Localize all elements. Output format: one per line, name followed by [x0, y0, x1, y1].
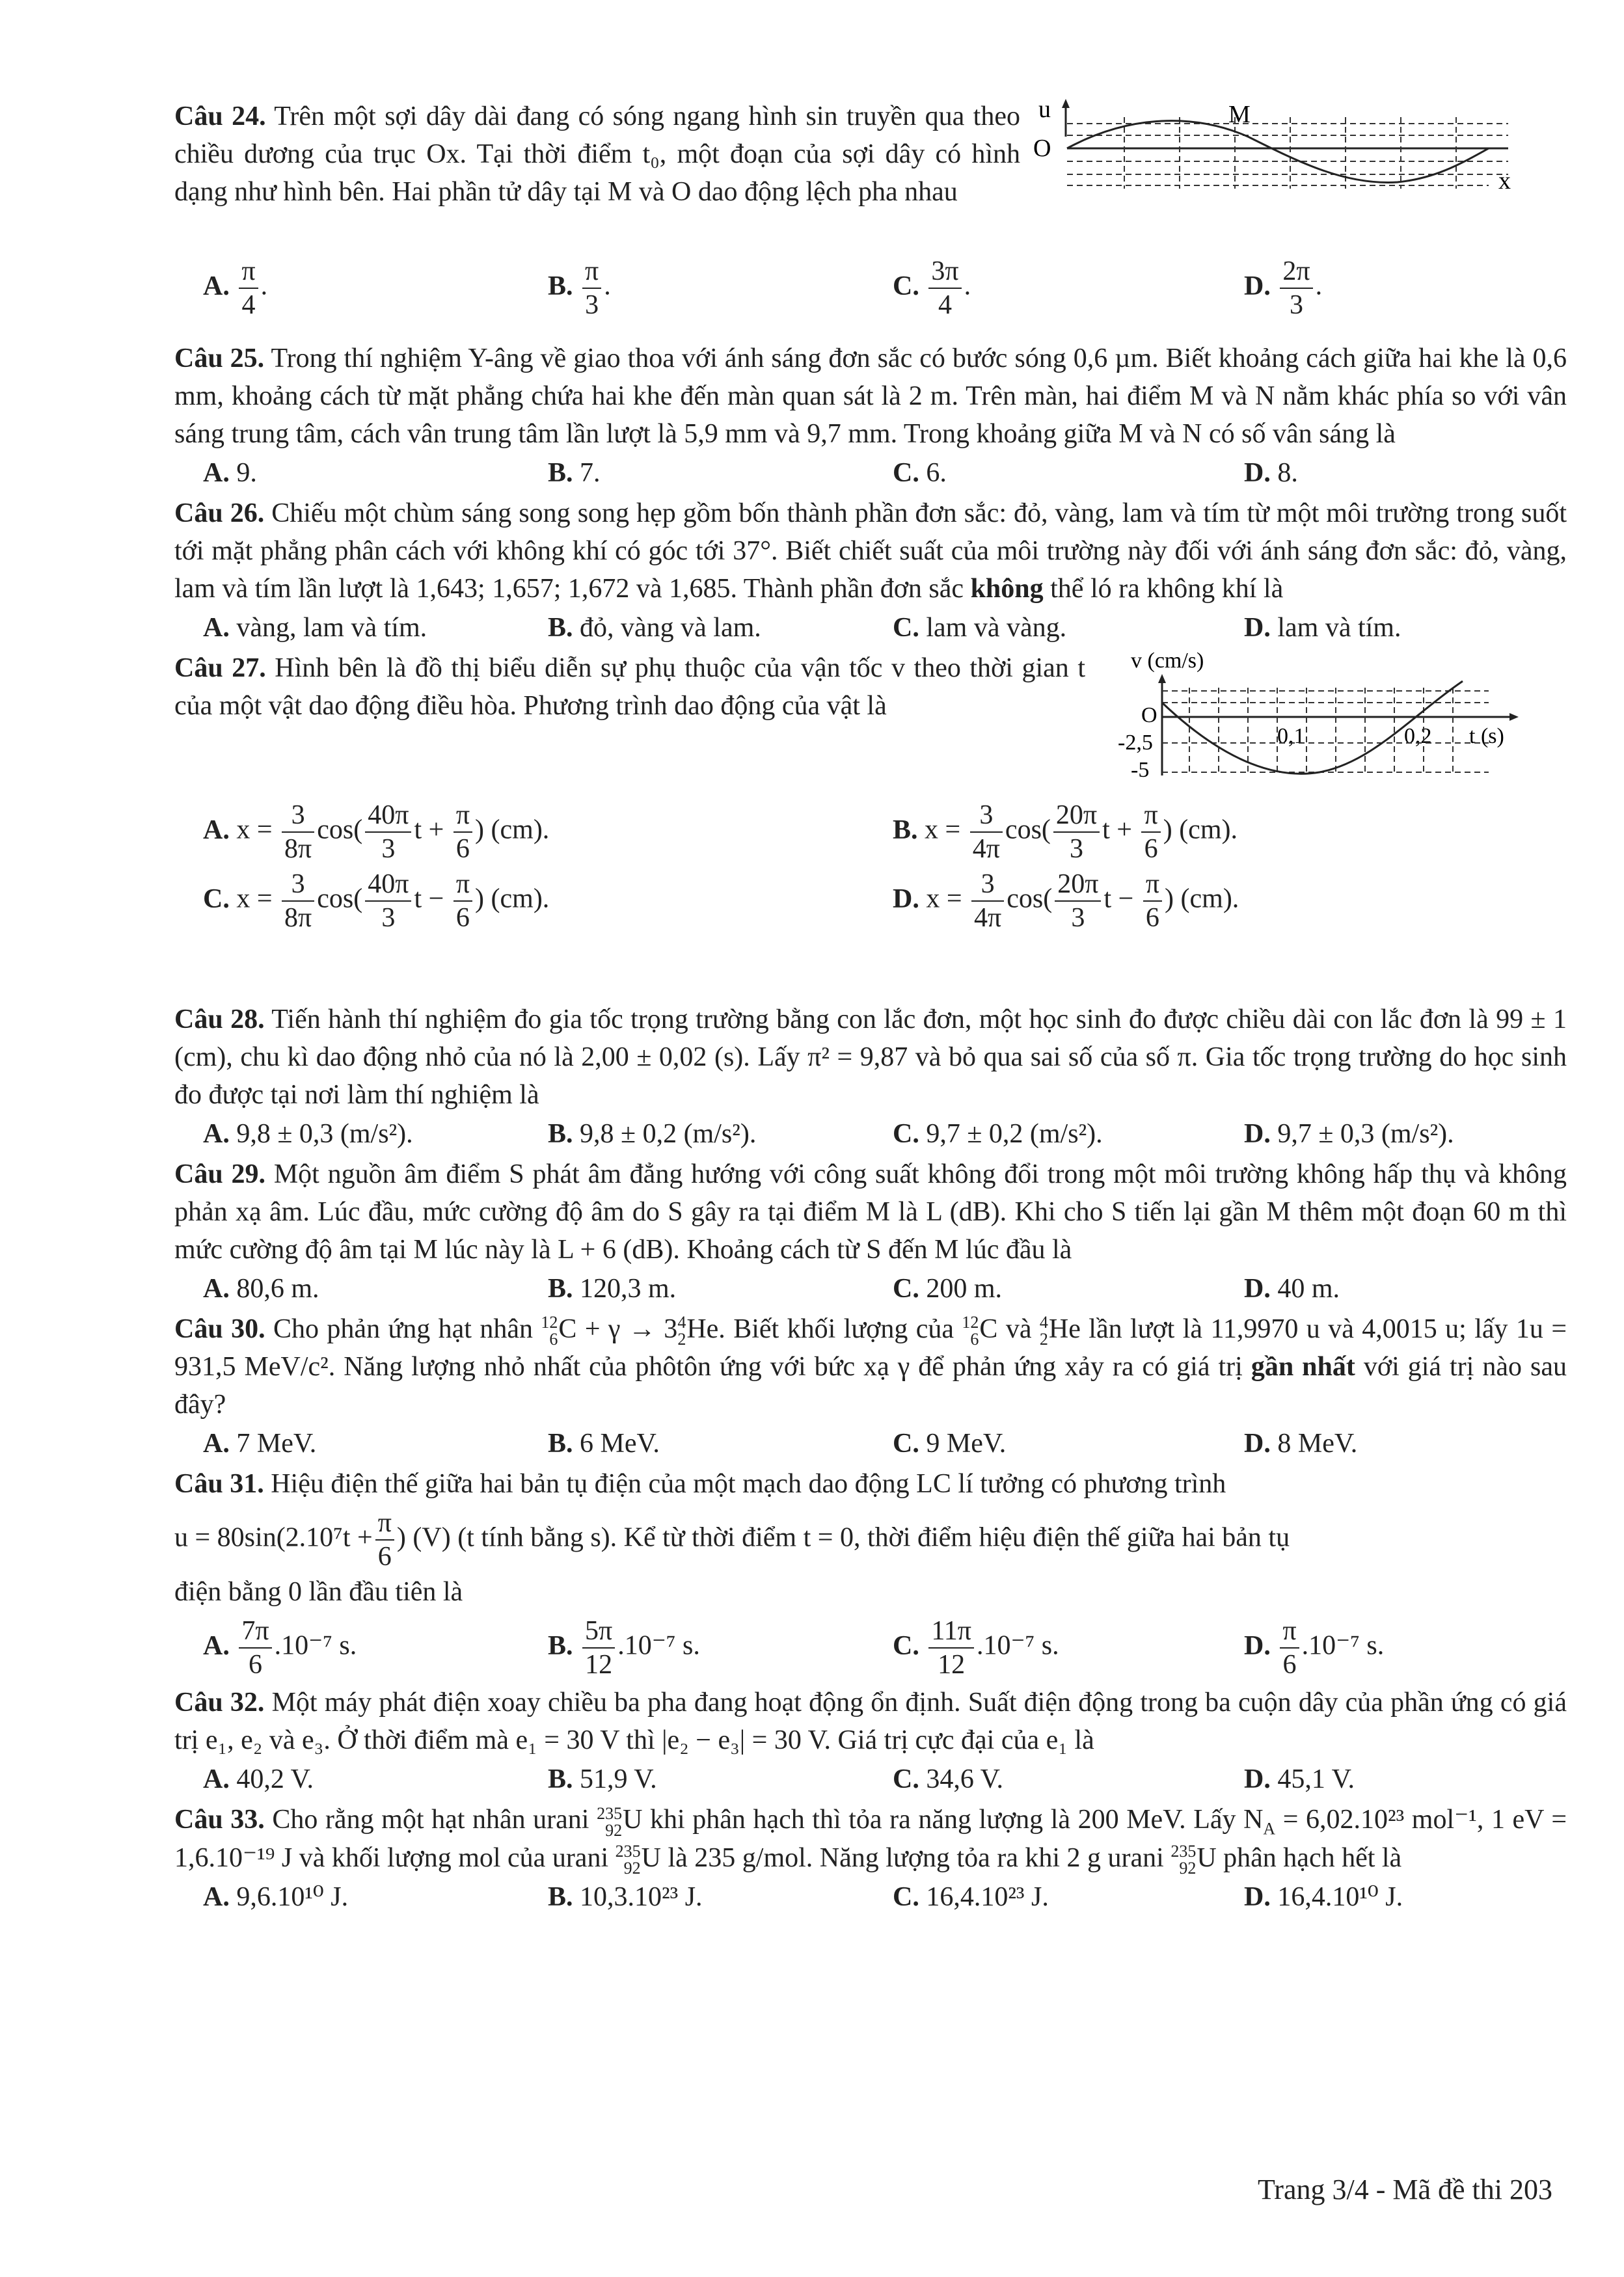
option-a[interactable]: A. 7 MeV.: [203, 1429, 317, 1459]
question-25: [174, 340, 1567, 492]
question-text: Trong thí nghiệm Y-âng về giao thoa với ánh sáng đơn sắc có bước sóng 0,6 µm. Biết khoảng cách giữa hai khe là 0,6 mm, khoảng cách từ mặt phẳng chứa hai khe đến màn quan sát là 2 m. Trên màn, hai điểm M và N nằm khác phía so với vân sáng trung tâm, cách vân trung tâm lần lượt là 5,9 mm và 9,7 mm. Trong khoảng giữa M và N có số vân sáng là: [174, 344, 1567, 449]
question-29: [174, 1155, 1567, 1308]
question-number: Câu 32.: [174, 1688, 265, 1718]
option-b[interactable]: B. x = $\frac{3}{4\pi}$ cos( $\frac{20\pi}{3}$ t + $\frac{\pi}{6}$ ) (cm).: [893, 800, 1238, 864]
question-28: [174, 1001, 1567, 1153]
page-footer: Trang 3/4 - Mã đề thi 203: [1257, 2174, 1552, 2205]
option-d[interactable]: D. 8 MeV.: [1244, 1429, 1358, 1459]
origin-label: O: [1033, 135, 1051, 162]
option-d[interactable]: D. $\frac{\pi}{6}$ .10⁻⁷ s.: [1244, 1616, 1385, 1680]
v-axis-label: v (cm/s): [1131, 649, 1204, 673]
question-number: Câu 31.: [174, 1469, 264, 1500]
tick-minus-2-5: -2,5: [1118, 731, 1153, 755]
option-d[interactable]: D. 45,1 V.: [1244, 1764, 1355, 1795]
option-b[interactable]: B. đỏ, vàng và lam.: [548, 613, 761, 643]
option-d[interactable]: D. lam và tím.: [1244, 613, 1401, 643]
tick-0-2: 0,2: [1404, 724, 1432, 748]
question-32: [174, 1684, 1567, 1798]
question-number: Câu 24.: [174, 101, 266, 131]
question-number: Câu 29.: [174, 1159, 265, 1189]
option-b[interactable]: B. $\frac{\pi}{3}$ .: [548, 256, 611, 320]
option-a[interactable]: A. 9.: [203, 458, 257, 488]
option-a[interactable]: A. $\frac{7\pi}{6}$ .10⁻⁷ s.: [203, 1616, 357, 1680]
t-axis-label: t (s): [1469, 724, 1504, 748]
option-a[interactable]: A. vàng, lam và tím.: [203, 613, 427, 643]
question-number: Câu 27.: [174, 653, 266, 683]
option-b[interactable]: B. 120,3 m.: [548, 1274, 677, 1304]
option-a[interactable]: A. 9,8 ± 0,3 (m/s²).: [203, 1119, 413, 1149]
option-c[interactable]: C. x = $\frac{3}{8\pi}$ cos( $\frac{40\pi}{3}$ t − $\frac{\pi}{6}$ ) (cm).: [203, 869, 550, 933]
option-c[interactable]: C. 6.: [893, 458, 947, 488]
question-text: Trên một sợi dây dài đang có sóng ngang hình sin truyền qua theo chiều dương của trục Ox. Tại thời điểm t₀, một đoạn của sợi dây có hình dạng như hình bên. Hai phần tử dây tại M và O dao động lệch pha nhau: [174, 101, 1020, 207]
option-c[interactable]: C. 16,4.10²³ J.: [893, 1882, 1049, 1913]
wave-figure: [1033, 98, 1547, 215]
option-d[interactable]: D. x = $\frac{3}{4\pi}$ cos( $\frac{20\pi}{3}$ t − $\frac{\pi}{6}$ ) (cm).: [893, 869, 1239, 933]
question-text: Một nguồn âm điểm S phát âm đẳng hướng với công suất không đổi trong một môi trường không hấp thụ và không phản xạ âm. Lúc đầu, mức cường độ âm do S gây ra tại điểm M là L (dB). Khi cho S tiến lại gần M thêm một đoạn 60 m thì mức cường độ âm tại M lúc này là L + 6 (dB). Khoảng cách từ S đến M lúc đầu là: [174, 1159, 1567, 1265]
question-30: Câu 30. Cho phản ứng hạt nhân 12 6 C + γ → 3 4 2 He. Biết khối lượng của 12 6 C và 4 2 He lần lượt là 11,9970 u và 4,0015 u; lấy 1u = 931,5 MeV/c². Năng lượng nhỏ nhất của phôtôn ứng với bức xạ γ để phản ứng xảy ra có giá trị gần nhất với giá trị nào sau đây? A. 7 MeV. B. 6 MeV. C. 9 MeV. D. 8 MeV.: [174, 1310, 1567, 1462]
option-b[interactable]: B. 9,8 ± 0,2 (m/s²).: [548, 1119, 757, 1149]
option-b[interactable]: B. $\frac{5\pi}{12}$ .10⁻⁷ s.: [548, 1616, 700, 1680]
option-c[interactable]: C. 34,6 V.: [893, 1764, 1004, 1795]
option-c[interactable]: C. 200 m.: [893, 1274, 1003, 1304]
option-b[interactable]: B. 7.: [548, 458, 601, 488]
question-text: Tiến hành thí nghiệm đo gia tốc trọng trường bằng con lắc đơn, một học sinh đo được chiều dài con lắc đơn là 99 ± 1 (cm), chu kì dao động nhỏ của nó là 2,00 ± 0,02 (s). Lấy π² = 9,87 và bỏ qua sai số của số π. Gia tốc trọng trường do học sinh đo được tại nơi làm thí nghiệm là: [174, 1004, 1567, 1110]
option-d[interactable]: D. 9,7 ± 0,3 (m/s²).: [1244, 1119, 1454, 1149]
option-d[interactable]: D. $\frac{2\pi}{3}$ .: [1244, 256, 1323, 320]
question-31: Câu 31. Hiệu điện thế giữa hai bản tụ điện của một mạch dao động LC lí tưởng có phương trình u = 80sin(2.10⁷t + $\frac{\pi}{6}$ ) (V) (t tính bằng s). Kể từ thời điểm t = 0, thời điểm hiệu điện thế giữa hai bản tụ điện bằng 0 lần đầu tiên là A. $\frac{7\pi}{6}$ .10⁻⁷ s. B. $\frac{5\pi}{12}$ .10⁻⁷ s. C. $\frac{11\pi}{12}$ .10⁻⁷ s. D. $\frac{\pi}{6}$ .10⁻⁷ s.: [174, 1469, 1385, 1680]
option-a[interactable]: A. $\frac{\pi}{4}$ .: [203, 256, 268, 320]
x-axis-label: x: [1498, 167, 1511, 195]
question-number: Câu 28.: [174, 1004, 265, 1034]
option-a[interactable]: A. x = $\frac{3}{8\pi}$ cos( $\frac{40\pi}{3}$ t + $\frac{\pi}{6}$ ) (cm).: [203, 800, 550, 864]
question-number: Câu 25.: [174, 344, 265, 373]
option-b[interactable]: B. 6 MeV.: [548, 1429, 660, 1459]
point-m-label: M: [1228, 101, 1251, 128]
question-text: Một máy phát điện xoay chiều ba pha đang hoạt động ổn định. Suất điện động trong ba cuộn dây của phần ứng có giá trị e₁, e₂ và e₃. Ở thời điểm mà e₁ = 30 V thì |e₂ − e₃| = 30 V. Giá trị cực đại của e₁ là: [174, 1688, 1567, 1756]
question-24: [174, 98, 1567, 340]
question-number: Câu 26.: [174, 498, 265, 528]
option-b[interactable]: B. 10,3.10²³ J.: [548, 1882, 703, 1913]
option-d[interactable]: D. 8.: [1244, 458, 1298, 488]
option-a[interactable]: A. 80,6 m.: [203, 1274, 319, 1304]
question-number: Câu 30.: [174, 1314, 265, 1344]
option-a[interactable]: A. 40,2 V.: [203, 1764, 314, 1795]
exam-page: [174, 98, 1567, 1919]
option-c[interactable]: C. 9 MeV.: [893, 1429, 1007, 1459]
question-number: Câu 33.: [174, 1805, 265, 1835]
option-d[interactable]: D. 16,4.10¹⁰ J.: [1244, 1882, 1403, 1913]
option-b[interactable]: B. 51,9 V.: [548, 1764, 657, 1795]
question-27: [174, 649, 1567, 1001]
question-33: Câu 33. Cho rằng một hạt nhân urani 235 92 U khi phân hạch thì tỏa ra năng lượng là 200 MeV. Lấy $N_A = 6,02.10^{23}$ mol⁻¹, 1 eV = 1,6.10⁻¹⁹ J và khối lượng mol của urani 235 92 U là 235 g/mol. Năng lượng tỏa ra khi 2 g urani 235 92 U phân hạch hết là A. 9,6.10¹⁰ J. B. 10,3.10²³ J. C. 16,4.10²³ J. D. 16,4.10¹⁰ J.: [174, 1801, 1567, 1916]
option-d[interactable]: D. 40 m.: [1244, 1274, 1340, 1304]
u-axis-label: u: [1038, 98, 1051, 123]
option-c[interactable]: C. 9,7 ± 0,2 (m/s²).: [893, 1119, 1103, 1149]
tick-minus-5: -5: [1131, 758, 1150, 782]
option-a[interactable]: A. 9,6.10¹⁰ J.: [203, 1882, 349, 1913]
option-c[interactable]: C. $\frac{3\pi}{4}$ .: [893, 256, 971, 320]
velocity-graph: [1098, 645, 1567, 795]
option-c[interactable]: C. $\frac{11\pi}{12}$ .10⁻⁷ s.: [893, 1616, 1059, 1680]
option-c[interactable]: C. lam và vàng.: [893, 613, 1067, 643]
origin-label: O: [1141, 703, 1157, 727]
question-26: Câu 26. Chiếu một chùm sáng song song hẹp gồm bốn thành phần đơn sắc: đỏ, vàng, lam và tím từ một môi trường trong suốt tới mặt phẳng phân cách với không khí có góc tới 37°. Biết chiết suất của môi trường này đối với ánh sáng đơn sắc: đỏ, vàng, lam và tím lần lượt là 1,643; 1,657; 1,672 và 1,685. Thành phần đơn sắc không thể ló ra không khí là A. vàng, lam và tím. B. đỏ, vàng và lam. C. lam và vàng. D. lam và tím.: [174, 494, 1567, 647]
question-text: Hình bên là đồ thị biểu diễn sự phụ thuộc của vận tốc v theo thời gian t của một vật dao động điều hòa. Phương trình dao động của vật là: [174, 653, 1085, 721]
tick-0-1: 0,1: [1277, 724, 1305, 748]
